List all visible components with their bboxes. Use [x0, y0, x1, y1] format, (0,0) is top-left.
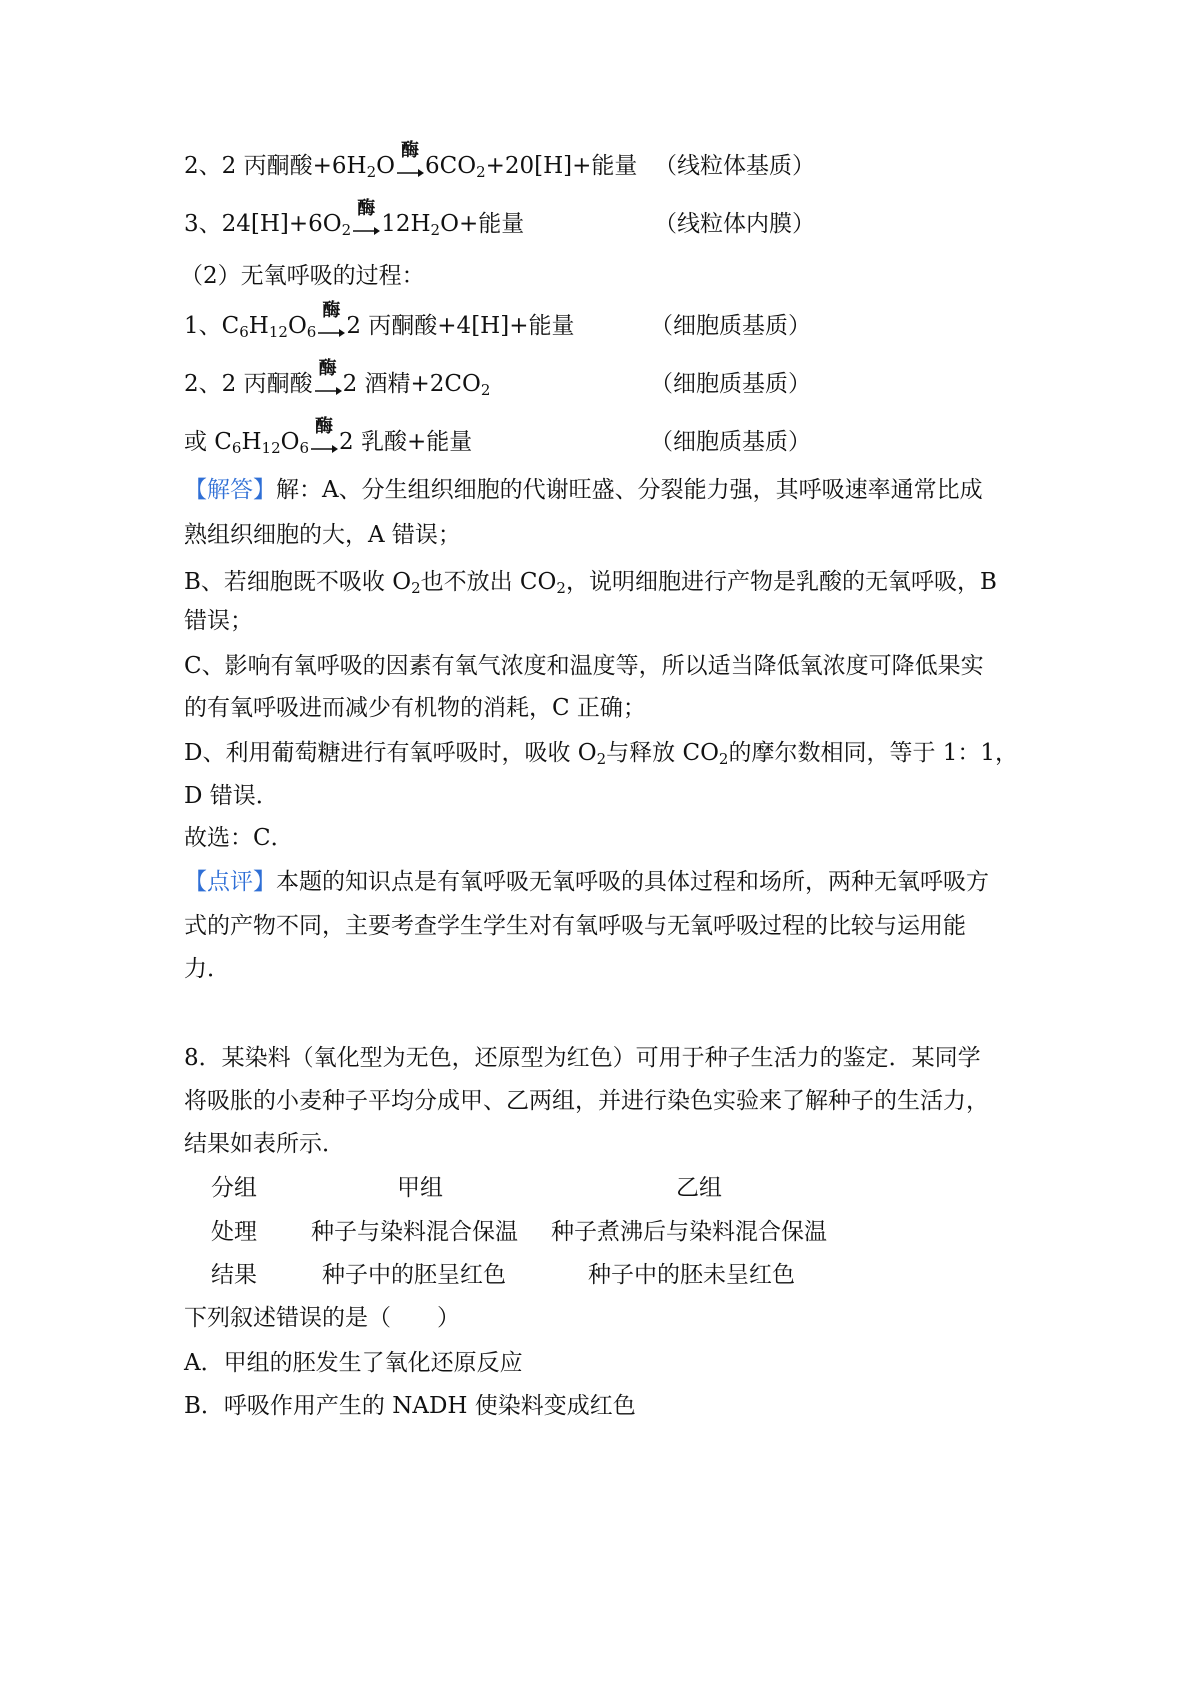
enzyme-arrow-icon	[314, 358, 342, 400]
subscript: 2	[596, 750, 607, 768]
answer-text: B、若细胞既不吸收 O	[184, 569, 412, 595]
subscript: 2	[556, 579, 566, 597]
equation-text: O+能量	[440, 211, 525, 237]
location-label: （线粒体基质）	[654, 153, 815, 179]
equation-text: 2 乳酸+能量	[339, 429, 473, 455]
table-header-cell: 甲组	[397, 1175, 443, 1201]
comment-text: 本题的知识点是有氧呼吸无氧呼吸的具体过程和场所，两种无氧呼吸方	[276, 869, 989, 895]
answer-b-line-2: 错误；	[184, 608, 253, 634]
subscript: 2	[480, 381, 491, 399]
question-line-1: 8．某染料（氧化型为无色，还原型为红色）可用于种子生活力的鉴定．某同学	[184, 1045, 981, 1071]
answer-tag: 【解答】	[184, 477, 276, 503]
equation-text: 2、2 丙酮酸	[184, 371, 313, 397]
subscript: 6	[231, 439, 242, 457]
equation-text: 或 C	[184, 429, 232, 455]
answer-c-line-2: 的有氧呼吸进而减少有机物的消耗，C 正确；	[184, 695, 646, 721]
equation-text: H	[248, 313, 269, 339]
equation-text: 1、C	[184, 313, 240, 339]
table-cell: 处理	[211, 1219, 257, 1245]
table-cell: 种子煮沸后与染料混合保温	[551, 1219, 827, 1245]
step-number: 2、	[184, 153, 222, 179]
answer-text: 解：A、分生组织细胞的代谢旺盛、分裂能力强，其呼吸速率通常比成	[276, 477, 983, 503]
enzyme-arrow-icon	[317, 300, 345, 342]
aerobic-equation-2	[184, 140, 638, 182]
subscript: 6	[239, 323, 249, 341]
equation-text: 2 丙酮酸+4[H]+能量	[346, 313, 575, 339]
subscript: 2	[366, 163, 377, 181]
anaerobic-equation-1	[184, 300, 575, 342]
aerobic-equation-3	[184, 198, 525, 240]
enzyme-label: 酶	[357, 198, 376, 219]
equation-text: O	[280, 429, 300, 455]
subscript: 2	[430, 221, 441, 239]
option-b[interactable]: B．呼吸作用产生的 NADH 使染料变成红色	[184, 1393, 636, 1419]
question-line-2: 将吸胀的小麦种子平均分成甲、乙两组，并进行染色实验来了解种子的生活力，	[184, 1088, 989, 1114]
table-header-cell: 乙组	[676, 1175, 722, 1201]
table-cell: 种子与染料混合保温	[311, 1219, 518, 1245]
equation-text: H	[241, 429, 262, 455]
table-header-cell: 分组	[211, 1175, 257, 1201]
subscript: 2	[476, 163, 486, 181]
enzyme-arrow-icon	[352, 198, 380, 240]
table-cell: 结果	[211, 1262, 257, 1288]
answer-text: 也不放出 CO	[420, 569, 557, 595]
table-cell: 种子中的胚未呈红色	[588, 1262, 795, 1288]
comment-line-1	[184, 866, 989, 898]
section-title: （2）无氧呼吸的过程：	[180, 263, 425, 289]
subscript: 2	[718, 750, 729, 768]
answer-c-line-1: C、影响有氧呼吸的因素有氧气浓度和温度等，所以适当降低氧浓度可降低果实	[184, 653, 984, 679]
answer-d-line-1	[184, 737, 1018, 769]
table-cell: 种子中的胚呈红色	[322, 1262, 506, 1288]
equation-text: 2 酒精+2CO	[342, 371, 481, 397]
answer-choice: 故选：C．	[184, 825, 294, 851]
enzyme-arrow-icon	[396, 140, 424, 182]
equation-text: O	[376, 153, 395, 179]
answer-b-line-1	[184, 566, 997, 598]
equation-text: O	[287, 313, 307, 339]
equation-text: 2 丙酮酸+6H	[221, 153, 367, 179]
equation-text: +20[H]+能量	[485, 153, 638, 179]
answer-d-line-2: D 错误．	[184, 783, 279, 809]
enzyme-label: 酶	[315, 416, 334, 437]
answer-line-1	[184, 474, 983, 506]
subscript: 6	[306, 323, 317, 341]
answer-text: 与释放 CO	[606, 740, 719, 766]
answer-line-2: 熟组织细胞的大，A 错误；	[184, 522, 461, 548]
location-label: （细胞质基质）	[650, 371, 811, 397]
option-a[interactable]: A．甲组的胚发生了氧化还原反应	[184, 1350, 523, 1376]
anaerobic-equation-alt	[184, 416, 473, 458]
answer-text: D、利用葡萄糖进行有氧呼吸时，吸收 O	[184, 740, 597, 766]
equation-text: 12H	[381, 211, 431, 237]
subscript: 12	[268, 323, 288, 341]
enzyme-arrow-icon	[310, 416, 338, 458]
subscript: 2	[341, 221, 352, 239]
question-line-3: 结果如表所示．	[184, 1131, 345, 1157]
comment-line-2: 式的产物不同，主要考查学生学生对有氧呼吸与无氧呼吸过程的比较与运用能	[184, 913, 966, 939]
question-prompt: 下列叙述错误的是（ ）	[184, 1305, 460, 1331]
comment-line-3: 力．	[184, 956, 230, 982]
enzyme-label: 酶	[322, 300, 341, 321]
anaerobic-equation-2	[184, 358, 491, 400]
subscript: 2	[411, 579, 421, 597]
comment-tag: 【点评】	[184, 869, 276, 895]
subscript: 12	[261, 439, 281, 457]
location-label: （细胞质基质）	[650, 429, 811, 455]
answer-text: ，说明细胞进行产物是乳酸的无氧呼吸，B	[565, 569, 997, 595]
enzyme-label: 酶	[318, 358, 337, 379]
subscript: 6	[299, 439, 310, 457]
equation-text: 3、24[H]+6O	[184, 211, 342, 237]
equation-text: 6CO	[424, 153, 477, 179]
enzyme-label: 酶	[400, 140, 419, 161]
location-label: （线粒体内膜）	[654, 211, 815, 237]
answer-text: 的摩尔数相同，等于 1：1，	[728, 740, 1019, 766]
location-label: （细胞质基质）	[650, 313, 811, 339]
